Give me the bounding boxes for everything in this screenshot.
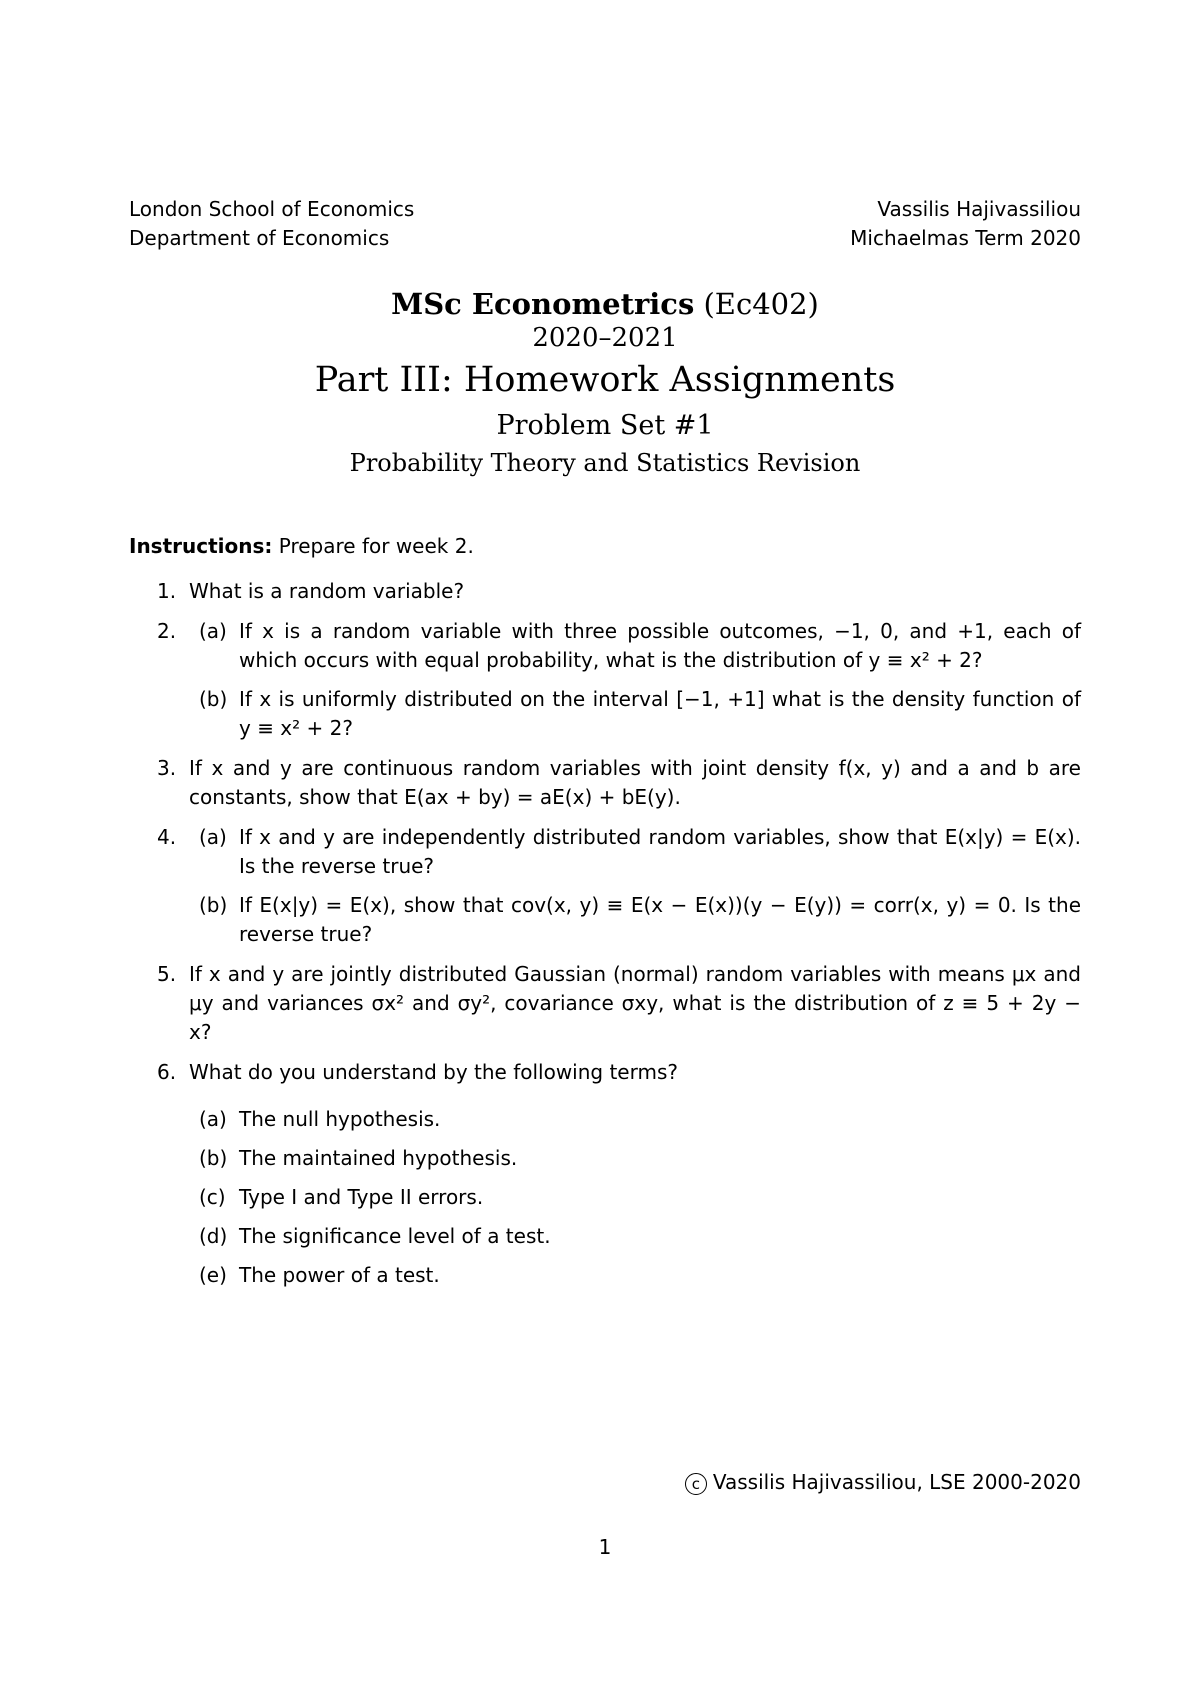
sub-label: (b) (199, 687, 228, 711)
document-page (129, 0, 1081, 1696)
sub-text: If x is uniformly distributed on the interval [−1, +1] what is the density function of y ≡ x² + 2? (239, 687, 1081, 740)
course-code: (Ec402) (694, 287, 819, 321)
problem-set-title: Problem Set #1 (496, 410, 714, 441)
item-text: The maintained hypothesis. (239, 1146, 518, 1170)
question-4b (189, 891, 1081, 949)
topic-title: Probability Theory and Statistics Revision (349, 449, 861, 477)
list-item (189, 1222, 1081, 1251)
question-number: 3. (157, 756, 177, 780)
institution: London School of Economics (129, 197, 415, 221)
item-label: (c) (199, 1185, 226, 1209)
item-text: The power of a test. (239, 1263, 440, 1287)
question-number: 2. (157, 619, 177, 643)
list-item (189, 1144, 1081, 1173)
sub-text: If x is a random variable with three possible outcomes, −1, 0, and +1, each of which occurs with equal probability, what is the distribution of y ≡ x² + 2? (239, 619, 1081, 672)
course-name: MSc Econometrics (391, 287, 695, 321)
document-body (129, 532, 1081, 1301)
terms-list (189, 1105, 1081, 1290)
instructions-text: Prepare for week 2. (272, 534, 474, 558)
list-item (189, 1261, 1081, 1290)
item-text: Type I and Type II errors. (239, 1185, 484, 1209)
question-4a (189, 823, 1081, 881)
item-text: The null hypothesis. (239, 1107, 441, 1131)
question-6 (129, 1058, 1081, 1290)
item-label: (d) (199, 1224, 228, 1248)
question-number: 6. (157, 1060, 177, 1084)
sub-text: If E(x|y) = E(x), show that cov(x, y) ≡ E(x − E(x))(y − E(y)) = corr(x, y) = 0. Is the reverse true? (239, 893, 1081, 946)
academic-years: 2020–2021 (532, 323, 678, 353)
question-2a (189, 617, 1081, 675)
item-label: (a) (199, 1107, 227, 1131)
copyright-icon: c (685, 1473, 707, 1495)
title-block (129, 285, 1081, 481)
question-2b (189, 685, 1081, 743)
question-number: 5. (157, 962, 177, 986)
list-item (189, 1105, 1081, 1134)
department: Department of Economics (129, 226, 390, 250)
question-text: If x and y are continuous random variables with joint density f(x, y) and a and b are constants, show that E(ax + by) = aE(x) + bE(y). (189, 756, 1081, 809)
list-item (189, 1183, 1081, 1212)
course-title (129, 285, 1081, 323)
author: Vassilis Hajivassiliou (877, 197, 1081, 221)
question-text: What do you understand by the following terms? (189, 1060, 678, 1084)
term: Michaelmas Term 2020 (850, 226, 1081, 250)
page-number: 1 (598, 1535, 612, 1559)
instructions (129, 532, 1081, 561)
question-text: If x and y are jointly distributed Gaussian (normal) random variables with means μx and μy and variances σx² and σy², covariance σxy, what is the distribution of z ≡ 5 + 2y − x? (189, 962, 1081, 1044)
question-text: What is a random variable? (189, 579, 465, 603)
instructions-label: Instructions: (129, 534, 273, 558)
question-4 (129, 823, 1081, 949)
sub-label: (b) (199, 893, 228, 917)
header-right (850, 195, 1081, 253)
item-label: (e) (199, 1263, 227, 1287)
question-5 (129, 960, 1081, 1047)
question-3 (129, 754, 1081, 812)
copyright-notice (685, 1470, 1081, 1495)
item-label: (b) (199, 1146, 228, 1170)
part-title: Part III: Homework Assignments (314, 360, 896, 400)
sub-label: (a) (199, 619, 227, 643)
question-number: 4. (157, 825, 177, 849)
sub-label: (a) (199, 825, 227, 849)
question-number: 1. (157, 579, 177, 603)
copyright-text: Vassilis Hajivassiliou, LSE 2000-2020 (712, 1470, 1081, 1494)
header-left (129, 195, 414, 253)
sub-text: If x and y are independently distributed random variables, show that E(x|y) = E(x). Is the reverse true? (239, 825, 1081, 878)
question-2 (129, 617, 1081, 743)
item-text: The significance level of a test. (239, 1224, 551, 1248)
question-1 (129, 577, 1081, 606)
